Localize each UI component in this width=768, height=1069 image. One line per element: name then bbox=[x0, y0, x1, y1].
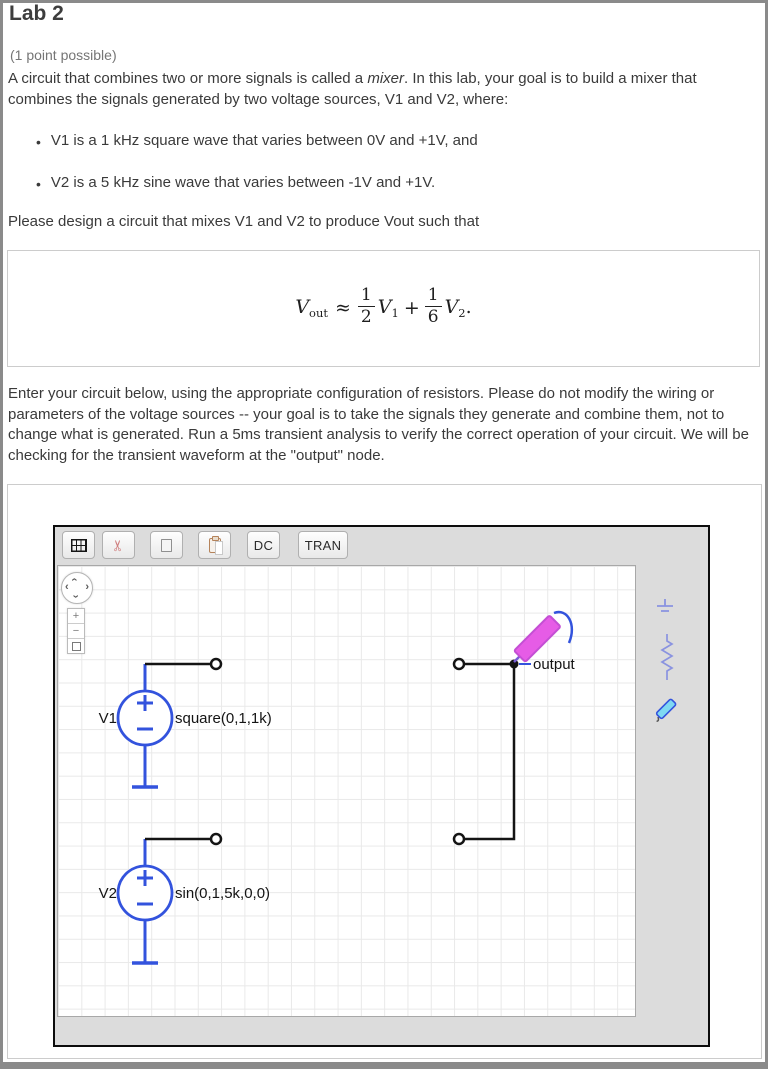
formula-v1-sub: 1 bbox=[391, 306, 399, 321]
intro-paragraph bbox=[8, 68, 760, 110]
formula-lhs-sub: out bbox=[309, 306, 328, 321]
v1-value-label[interactable]: square(0,1,1k) bbox=[175, 710, 272, 727]
zoom-in-button[interactable]: + bbox=[68, 609, 84, 624]
pan-down-icon[interactable]: › bbox=[69, 594, 82, 599]
approx-symbol: ≈ bbox=[335, 296, 351, 319]
grid-icon bbox=[71, 539, 87, 552]
formula-box bbox=[7, 250, 760, 367]
circuit-drawing bbox=[58, 566, 635, 1016]
zoom-out-button[interactable]: − bbox=[68, 624, 84, 639]
transient-analysis-button[interactable]: TRAN bbox=[298, 531, 348, 559]
fraction-half: $\frac{1}{2}$ bbox=[358, 286, 375, 326]
output-bottom-terminal[interactable] bbox=[454, 834, 464, 844]
probe-icon bbox=[648, 691, 684, 727]
parts-bin-probe[interactable] bbox=[648, 691, 684, 727]
v2-terminal[interactable] bbox=[211, 834, 221, 844]
v2-name-label[interactable]: V2 bbox=[98, 885, 117, 902]
copy-button[interactable] bbox=[150, 531, 183, 559]
bullet-v2-text: V2 is a 5 kHz sine wave that varies between -1V and +1V. bbox=[50, 174, 436, 191]
dc-analysis-button[interactable]: DC bbox=[247, 531, 280, 559]
formula-v2-sub: 2 bbox=[458, 306, 466, 321]
formula-period: . bbox=[465, 296, 472, 319]
bullet-v1 bbox=[36, 132, 478, 152]
scissors-icon: ✂ bbox=[109, 538, 127, 552]
v2-value-label[interactable]: sin(0,1,5k,0,0) bbox=[175, 885, 271, 902]
page-title: Lab 2 bbox=[9, 2, 64, 25]
formula-v1: V bbox=[377, 296, 392, 319]
parts-bin-ground[interactable] bbox=[647, 595, 683, 619]
bullet-v2 bbox=[36, 174, 435, 194]
pan-up-icon[interactable]: › bbox=[68, 577, 81, 582]
zoom-control bbox=[67, 608, 85, 654]
paste-icon bbox=[209, 538, 221, 553]
v1-voltage-source[interactable] bbox=[99, 664, 272, 787]
points-note: (1 point possible) bbox=[10, 47, 117, 63]
vout-formula bbox=[295, 286, 471, 330]
intro-text-after: . In this lab, your goal is to build a mixer that combines the signals generated by two voltage sources, V1 and V2, where: bbox=[8, 70, 697, 108]
zoom-fit-button[interactable] bbox=[68, 639, 84, 653]
v1-name-label[interactable]: V1 bbox=[98, 710, 117, 727]
intro-text-before: A circuit that combines two or more signals is called a bbox=[8, 70, 368, 87]
intro-italic-word: mixer bbox=[367, 70, 404, 87]
formula-lhs: V bbox=[295, 296, 310, 319]
plus-symbol: + bbox=[403, 296, 420, 319]
parts-bin-resistor[interactable] bbox=[653, 631, 681, 683]
bullet-v1-text: V1 is a 1 kHz square wave that varies between 0V and +1V, and bbox=[50, 132, 478, 149]
paste-button[interactable] bbox=[198, 531, 231, 559]
bullet-glyph: • bbox=[36, 134, 41, 150]
resistor-icon bbox=[653, 631, 681, 683]
formula-v2: V bbox=[444, 296, 459, 319]
v1-terminal[interactable] bbox=[211, 659, 221, 669]
output-top-terminal[interactable] bbox=[454, 659, 464, 669]
pan-right-icon[interactable]: › bbox=[85, 581, 89, 593]
cut-button[interactable] bbox=[102, 531, 135, 559]
output-vertical-wire[interactable] bbox=[464, 664, 514, 839]
pan-control[interactable] bbox=[61, 572, 93, 604]
fraction-sixth: $\frac{1}{6}$ bbox=[425, 286, 442, 326]
design-prompt: Please design a circuit that mixes V1 and V2 to produce Vout such that bbox=[8, 213, 480, 230]
schematic-editor bbox=[53, 525, 710, 1047]
output-node-label[interactable]: output bbox=[533, 656, 575, 673]
bullet-glyph: • bbox=[36, 176, 41, 192]
instructions-paragraph: Enter your circuit below, using the appropriate configuration of resistors. Please do not modify the wiring or parameters of the voltage sources -- your goal is to take the signals they generate and combine them, not to change what is generated. Run a 5ms transient analysis to verify the correct operation of your circuit. We will be checking for the transient waveform at the "output" node. bbox=[8, 385, 749, 464]
schematic-canvas[interactable] bbox=[57, 565, 636, 1017]
grid-toggle-button[interactable] bbox=[62, 531, 95, 559]
fit-icon bbox=[72, 642, 81, 651]
pan-left-icon[interactable]: ‹ bbox=[65, 581, 69, 593]
v2-voltage-source[interactable] bbox=[99, 839, 270, 963]
ground-icon bbox=[647, 595, 683, 619]
copy-icon bbox=[161, 539, 172, 552]
